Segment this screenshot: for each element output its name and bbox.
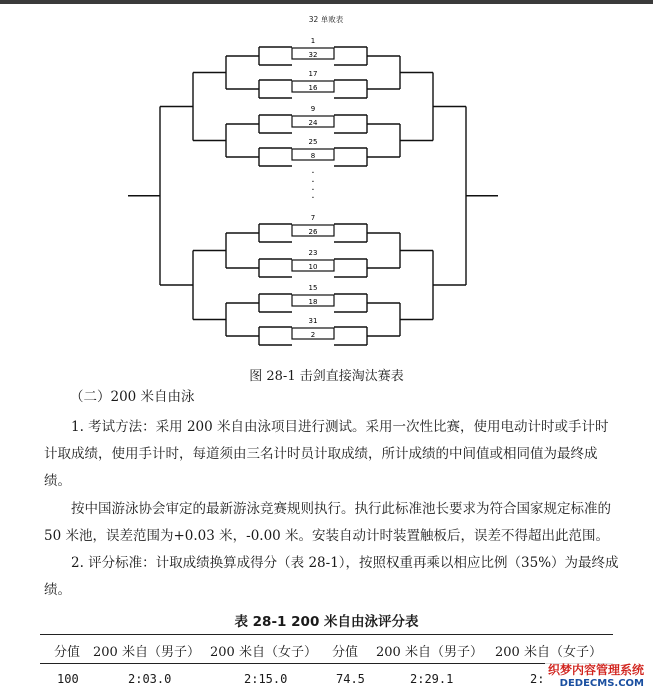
watermark-url: DEDECMS.COM — [559, 678, 644, 689]
seed-number-bottom: 32 — [308, 51, 318, 59]
seed-number-bottom: 10 — [308, 263, 318, 271]
table-header-cell: 分值 — [332, 645, 359, 660]
ellipsis-dot: · — [311, 177, 315, 188]
watermark-title: 织梦内容管理系统 — [547, 663, 644, 677]
table-cell: 74.5 — [336, 672, 365, 686]
seed-number-top: 1 — [310, 37, 316, 45]
table-cell: 2: — [530, 672, 545, 686]
site-watermark — [545, 660, 647, 690]
seed-number-top: 9 — [310, 105, 316, 113]
bracket-ellipsis — [311, 168, 314, 204]
paragraph-scoring: 2. 评分标准：计取成绩换算成得分（表 28-1），按照权重再乘以相应比例（35%）为最终成绩。 — [44, 555, 619, 598]
seed-number-bottom: 24 — [308, 119, 318, 127]
table-header-cell: 200 米自（男子） — [93, 645, 200, 660]
ellipsis-dot: · — [311, 185, 315, 196]
table-cell: 2:03.0 — [128, 672, 172, 686]
section-heading: （二）200 米自由泳 — [70, 389, 195, 405]
seed-number-top: 7 — [310, 214, 316, 222]
table-header-rule — [40, 663, 613, 664]
table-title: 表 28-1 200 米自由泳评分表 — [234, 614, 419, 630]
table-header-cell: 分值 — [54, 645, 81, 660]
table-cell: 100 — [57, 672, 79, 686]
seed-number-top: 15 — [308, 284, 318, 292]
table-header-cell: 200 米自（女子） — [495, 645, 602, 660]
seed-number-top: 25 — [308, 138, 318, 146]
seed-number-bottom: 18 — [308, 298, 318, 306]
table-header-cell: 200 米自（女子） — [210, 645, 317, 660]
paragraph-exam-method: 1. 考试方法：采用 200 米自由泳项目进行测试。采用一次性比赛，使用电动计时或手计时计取成绩，使用手计时，每道须由三名计时员计取成绩，所计成绩的中间值或相同值为最终成绩。 — [44, 419, 609, 489]
ellipsis-dot: · — [311, 193, 315, 204]
seed-number-bottom: 2 — [310, 331, 316, 339]
table-top-rule — [40, 634, 613, 635]
paragraph-rules: 按中国游泳协会审定的最新游泳竞赛规则执行。执行此标准池长要求为符合国家规定标准的 50 米池，误差范围为+0.03 米，-0.00 米。安装自动计时装置触板后，误差不得超出此范围。 — [44, 501, 611, 544]
seed-number-bottom: 16 — [308, 84, 318, 92]
table-cell: 2:29.1 — [410, 672, 454, 686]
table-cell: 2:15.0 — [244, 672, 288, 686]
seed-number-bottom: 8 — [310, 152, 316, 160]
table-header-cell: 200 米自（男子） — [376, 645, 483, 660]
seed-number-top: 23 — [308, 249, 318, 257]
seed-number-top: 17 — [308, 70, 318, 78]
bracket-title: 32 单败表 — [308, 15, 344, 24]
seed-number-top: 31 — [308, 317, 318, 325]
ellipsis-dot: · — [311, 168, 315, 179]
seed-number-bottom: 26 — [308, 228, 318, 236]
figure-caption: 图 28-1 击剑直接淘汰赛表 — [249, 369, 404, 384]
